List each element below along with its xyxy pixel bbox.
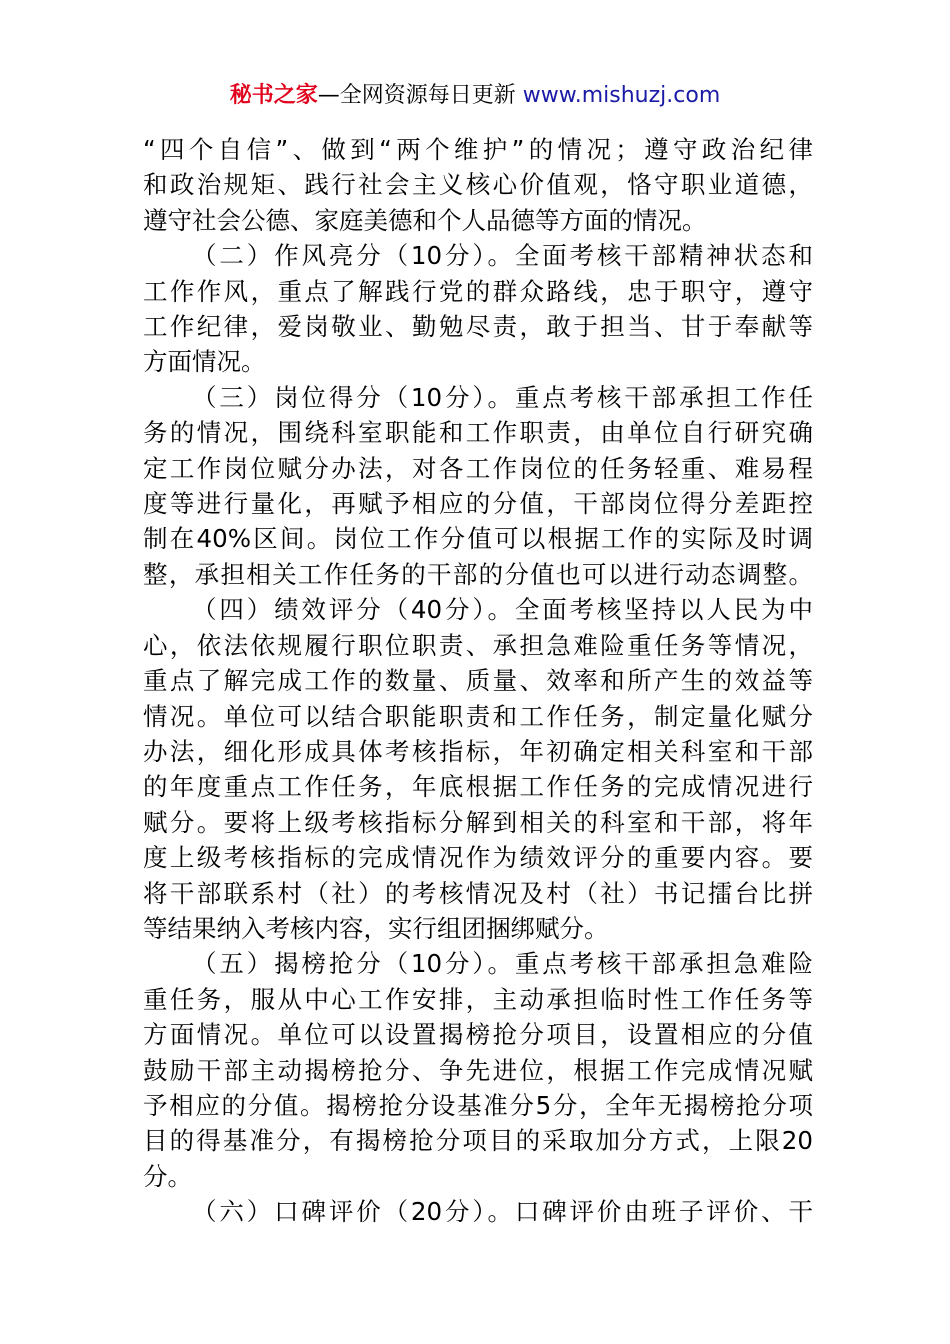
text-line: 遵守社会公德、家庭美德和个人品德等方面的情况。	[143, 205, 707, 235]
text-line: 分。	[143, 1161, 192, 1191]
text-line: 方面情况。单位可以设置揭榜抢分项目，设置相应的分值	[143, 1020, 813, 1050]
text-line: 和政治规矩、践行社会主义核心价值观，恪守职业道德，	[143, 170, 813, 200]
text-line: 工作纪律，爱岗敬业、勤勉尽责，敢于担当、甘于奉献等	[143, 312, 813, 342]
text-line: 制在40%区间。岗位工作分值可以根据工作的实际及时调	[143, 524, 813, 554]
site-header	[0, 80, 950, 112]
text-line: 赋分。要将上级考核指标分解到相关的科室和干部，将年	[143, 807, 813, 837]
text-line: 整，承担相关工作任务的干部的分值也可以进行动态调整。	[143, 559, 813, 589]
text-line: “四个自信”、做到“两个维护”的情况；遵守政治纪律	[143, 135, 813, 164]
text-line: 定工作岗位赋分办法，对各工作岗位的任务轻重、难易程	[143, 453, 813, 483]
text-line: 重点了解完成工作的数量、质量、效率和所产生的效益等	[143, 666, 813, 696]
text-line: 的年度重点工作任务，年底根据工作任务的完成情况进行	[143, 772, 813, 802]
text-line: 度等进行量化，再赋予相应的分值，干部岗位得分差距控	[143, 489, 813, 519]
site-brand: 秘书之家	[229, 83, 318, 108]
text-line: 工作作风，重点了解践行党的群众路线，忠于职守，遵守	[143, 276, 813, 306]
text-line: 将干部联系村（社）的考核情况及村（社）书记擂台比拼	[143, 878, 813, 908]
text-line: 方面情况。	[143, 347, 266, 377]
section-heading-line: （五）揭榜抢分（10分）。重点考核干部承担急难险	[192, 949, 813, 979]
section-heading-line: （四）绩效评分（40分）。全面考核坚持以人民为中	[192, 595, 813, 625]
site-url-link[interactable]: www.mishuzj.com	[522, 83, 721, 108]
section-heading-line: （六）口碑评价（20分）。口碑评价由班子评价、干	[192, 1197, 813, 1227]
section-heading-line: （二）作风亮分（10分）。全面考核干部精神状态和	[192, 241, 813, 271]
document-body	[143, 132, 813, 1230]
text-line: 鼓励干部主动揭榜抢分、争先进位，根据工作完成情况赋	[143, 1055, 813, 1085]
text-line: 情况。单位可以结合职能职责和工作任务，制定量化赋分	[143, 701, 813, 731]
site-tagline: —全网资源每日更新	[317, 83, 523, 108]
text-line: 重任务，服从中心工作安排，主动承担临时性工作任务等	[143, 984, 813, 1014]
section-heading-line: （三）岗位得分（10分）。重点考核干部承担工作任	[192, 382, 813, 412]
text-line: 度上级考核指标的完成情况作为绩效评分的重要内容。要	[143, 843, 813, 873]
text-line: 务的情况，围绕科室职能和工作职责，由单位自行研究确	[143, 418, 813, 448]
text-line: 心，依法依规履行职位职责、承担急难险重任务等情况，	[143, 630, 813, 660]
text-line: 等结果纳入考核内容，实行组团捆绑赋分。	[143, 913, 609, 943]
text-line: 办法，细化形成具体考核指标，年初确定相关科室和干部	[143, 736, 813, 766]
text-line: 目的得基准分，有揭榜抢分项目的采取加分方式，上限20	[143, 1126, 813, 1156]
text-line: 予相应的分值。揭榜抢分设基准分5分，全年无揭榜抢分项	[143, 1090, 813, 1120]
